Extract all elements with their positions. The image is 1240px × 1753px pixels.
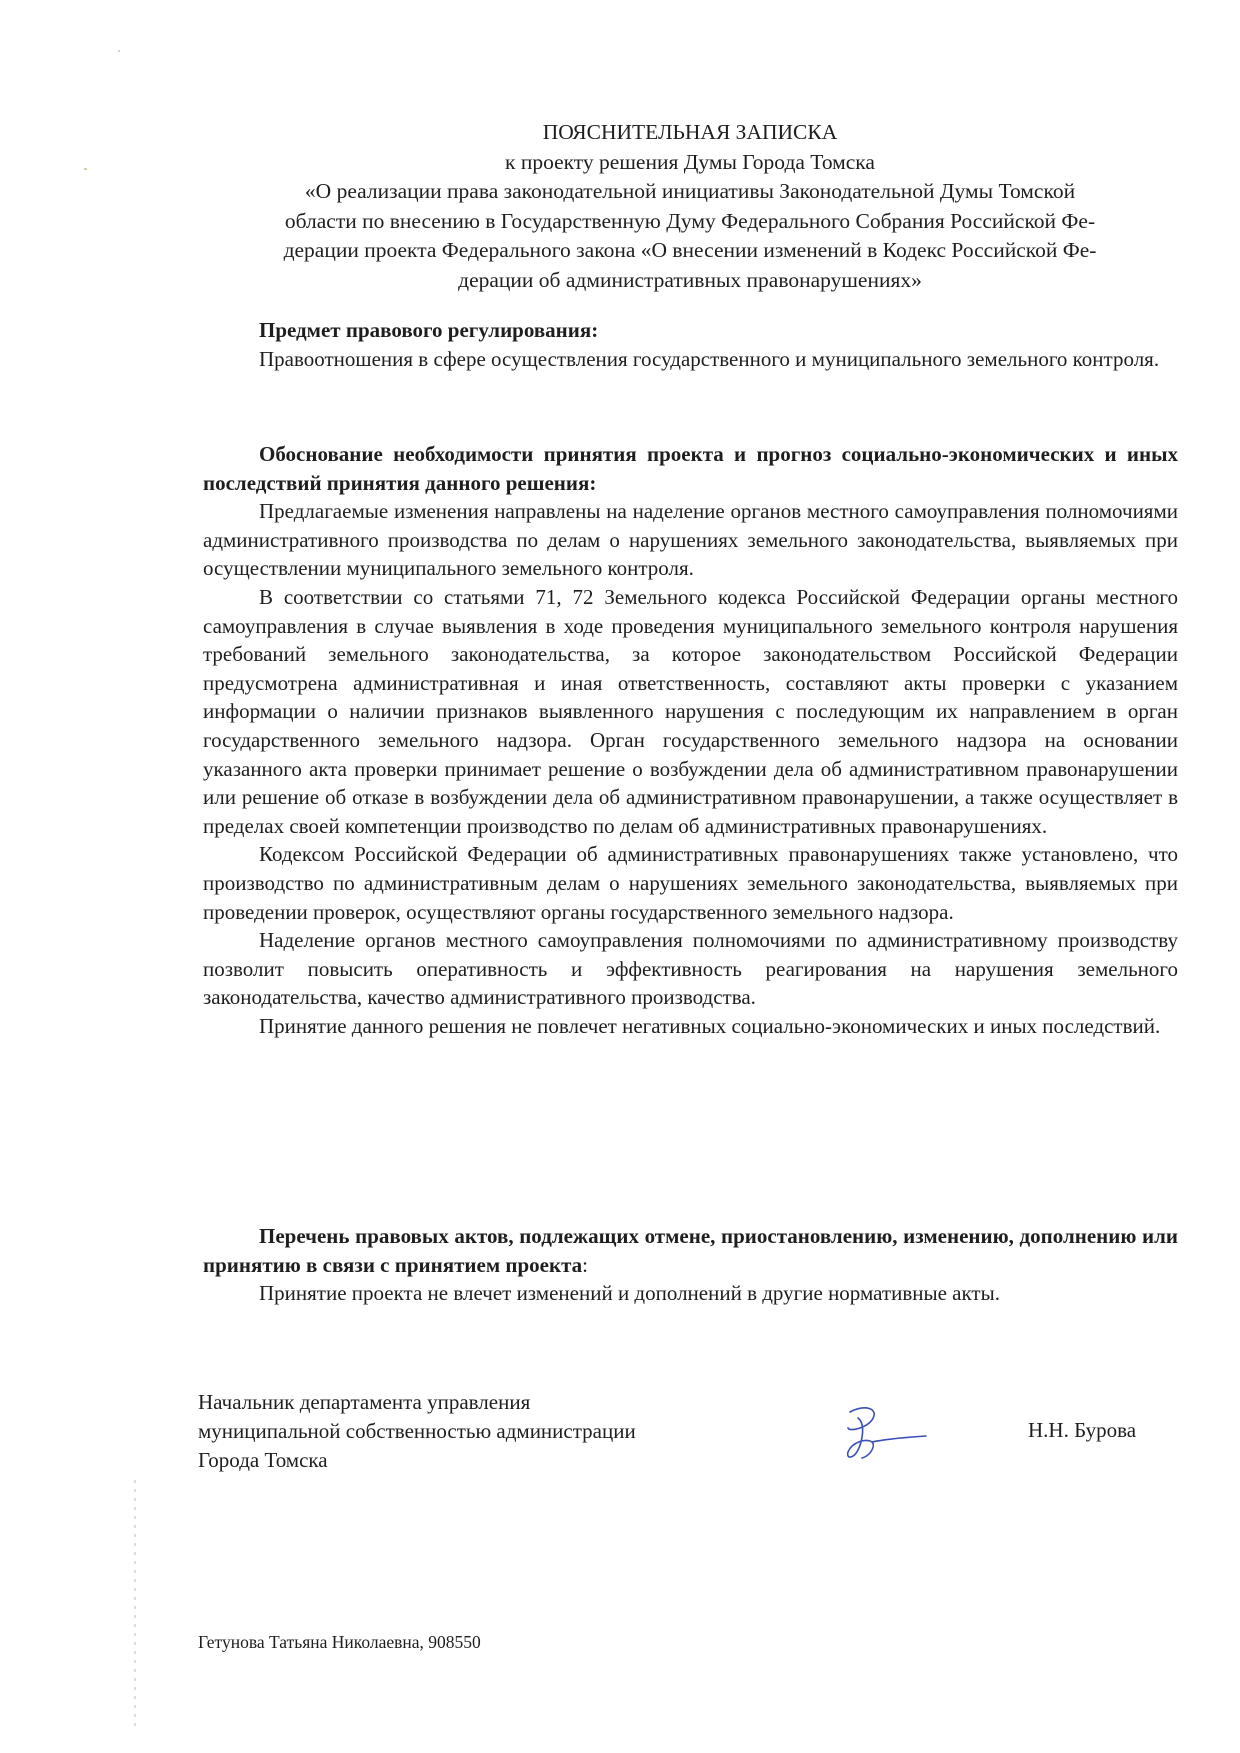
title-line: дерации проекта Федерального закона «О внесении изменений в Кодекс Российской Фе- bbox=[283, 238, 1097, 262]
paragraph: Кодексом Российской Федерации об административных правонарушениях также установлено, что производство по административным делам о нарушениях земельного законодательства, выявляемых при проведении проверок, осуществляют органы государственного земельного надзора. bbox=[203, 842, 1178, 924]
signer-name: Н.Н. Бурова bbox=[1028, 1418, 1137, 1442]
signer-position bbox=[198, 1388, 636, 1474]
section-heading-colon: : bbox=[582, 1252, 588, 1277]
title-line: к проекту решения Думы Города Томска bbox=[505, 149, 875, 174]
position-line: Начальник департамента управления bbox=[198, 1390, 531, 1414]
title-line: дерации об административных правонарушениях» bbox=[458, 267, 922, 292]
paragraph: Принятие проекта не влечет изменений и дополнений в другие нормативные акты. bbox=[259, 1281, 1000, 1306]
position-line: муниципальной собственностью администрации bbox=[198, 1418, 636, 1443]
paragraph: Предлагаемые изменения направлены на наделение органов местного самоуправления полномочиями административного производства по делам о нарушениях земельного законодательства, выявляемых при осуществлении муниципального земельного контроля. bbox=[203, 499, 1178, 581]
section-heading: Обоснование необходимости принятия проекта и прогноз социально-экономических и иных последствий принятия данного решения: bbox=[203, 442, 1178, 495]
section-legal-acts bbox=[203, 1222, 1178, 1308]
scan-speck bbox=[84, 168, 87, 170]
position-line: Города Томска bbox=[198, 1447, 328, 1472]
section-subject bbox=[203, 316, 1178, 373]
section-rationale bbox=[203, 440, 1178, 1040]
scan-speck bbox=[118, 50, 120, 52]
paragraph: Наделение органов местного самоуправления полномочиями по административному производству позволит повысить оперативность и эффективность реагирования на нарушения земельного законодательства, качество административного производства. bbox=[203, 928, 1178, 1010]
paragraph: Принятие данного решения не повлечет негативных социально-экономических и иных последствий. bbox=[259, 1013, 1161, 1038]
paragraph: В соответствии со статьями 71, 72 Земельного кодекса Российской Федерации органы местного самоуправления в случае выявления в ходе проведения муниципального земельного контроля нарушения требований земельного законодательства, за которое законодательством Российской Федерации предусмотрена административная и иная ответственность, составляют акты проверки с указанием информации о наличии признаков выявленного нарушения с последующим их направлением в орган государственного земельного надзора. Орган государственного земельного надзора на основании указанного акта проверки принимает решение о возбуждении дела об административном правонарушении или решение об отказе в возбуждении дела об административном правонарушении, а также осуществляет в пределах своей компетенции производство по делам об административных правонарушениях. bbox=[203, 584, 1178, 838]
handwritten-signature bbox=[836, 1398, 936, 1468]
executor-contact: Гетунова Татьяна Николаевна, 908550 bbox=[198, 1632, 481, 1652]
scan-edge-mark bbox=[134, 1480, 136, 1730]
section-heading: Предмет правового регулирования: bbox=[259, 318, 599, 342]
section-heading-text: Перечень правовых актов, подлежащих отмене, приостановлению, изменению, дополнению или принятию в связи с принятием проекта bbox=[203, 1224, 1178, 1277]
title-line: области по внесению в Государственную Думу Федерального Собрания Российской Фе- bbox=[284, 208, 1096, 233]
document-type-title: ПОЯСНИТЕЛЬНАЯ ЗАПИСКА bbox=[542, 120, 838, 144]
document-title-block bbox=[205, 118, 1175, 295]
section-heading bbox=[203, 1222, 1178, 1279]
title-line: «О реализации права законодательной инициативы Законодательной Думы Томской bbox=[304, 179, 1076, 203]
paragraph: Правоотношения в сфере осуществления государственного и муниципального земельного контроля. bbox=[259, 346, 1160, 371]
